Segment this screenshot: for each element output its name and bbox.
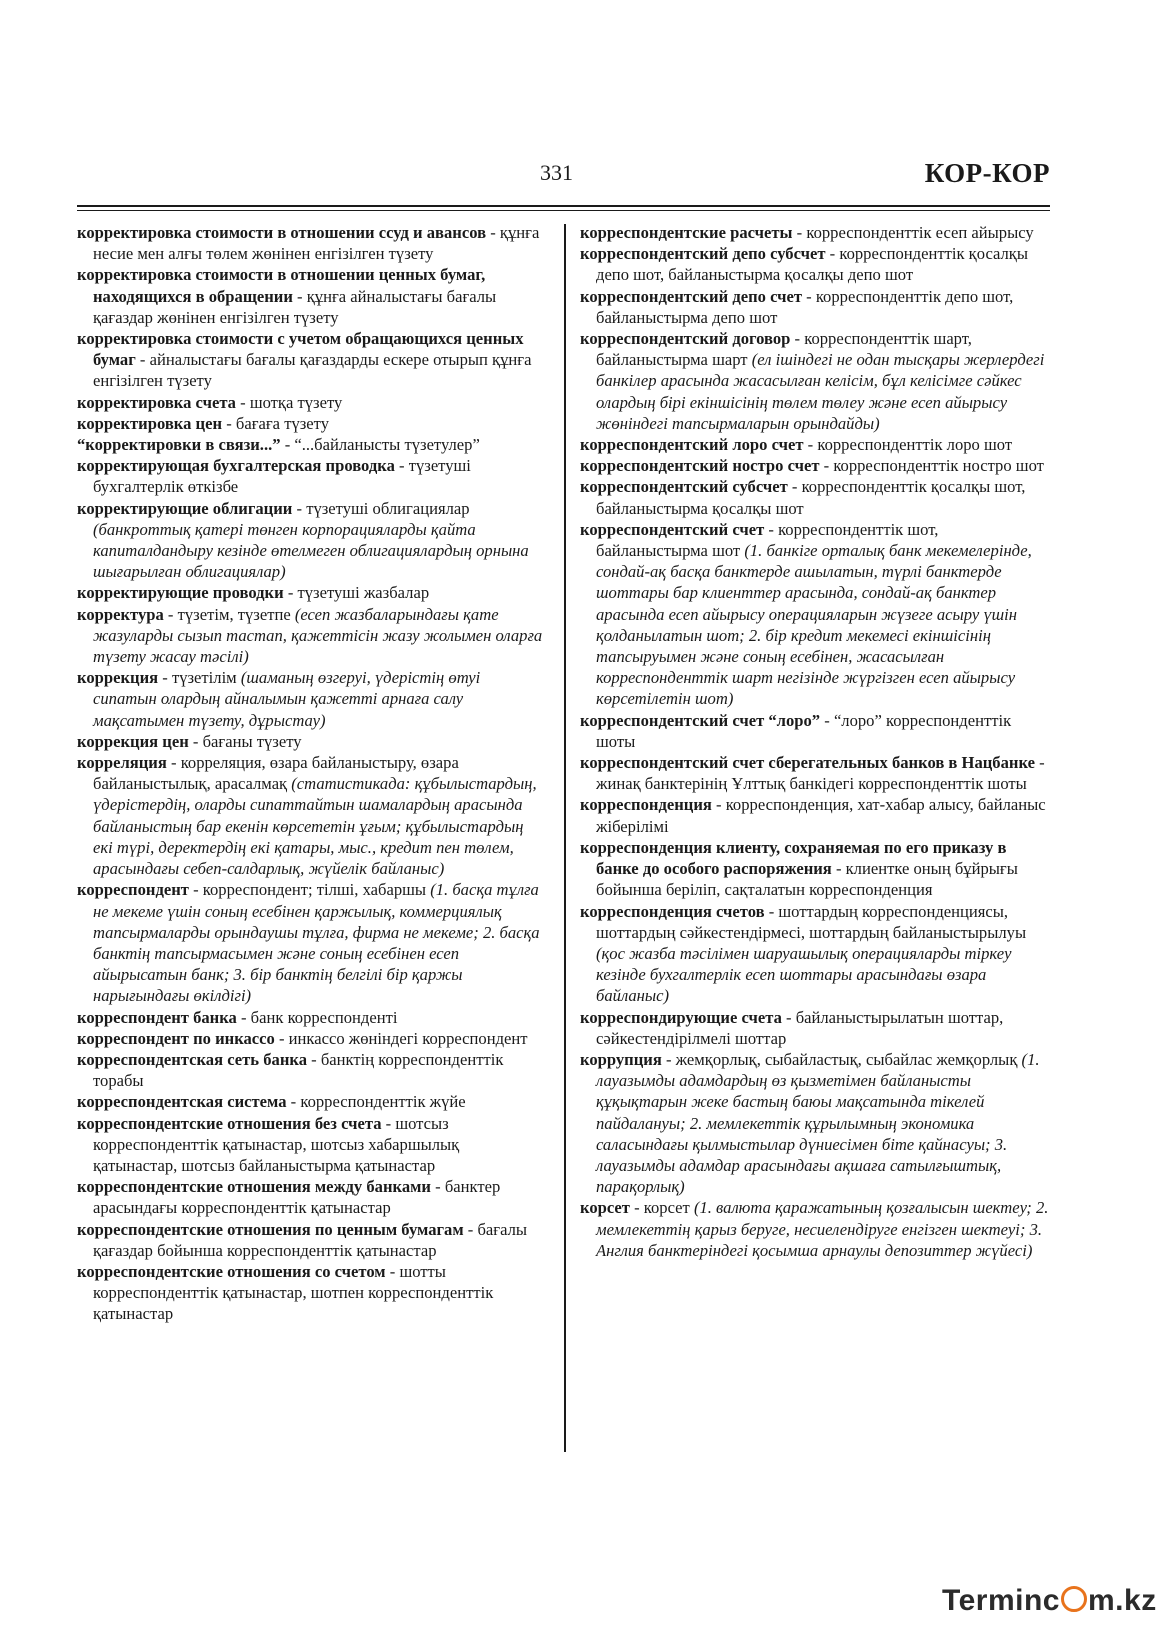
entry-term: корреспондирующие счета — [580, 1007, 782, 1027]
entry-term: корреспондентский счет “лоро” — [580, 710, 821, 730]
entry-definition: шоттардың корреспонденциясы, шоттардың сәйкестендірмесі, шоттардың байланыстырылуы — [596, 901, 1027, 942]
dictionary-entry — [580, 1197, 1052, 1261]
entry-term: корреспонденция счетов — [580, 901, 765, 921]
entry-separator: - — [236, 1007, 251, 1027]
dictionary-entry — [580, 1007, 1052, 1049]
dictionary-entry — [580, 901, 1052, 1007]
entry-term: корреспонденция клиенту, сохраняемая по его приказу в банке до особого распоряжения — [580, 837, 1007, 879]
dictionary-entry — [77, 392, 547, 413]
dictionary-entry — [580, 476, 1052, 518]
entry-term: корреспондентская система — [77, 1092, 287, 1112]
entry-term: корреспондент банка — [77, 1007, 237, 1027]
dictionary-entry — [77, 498, 547, 583]
dictionary-entry — [77, 731, 547, 752]
entry-term: корреспондентские расчеты — [580, 223, 793, 242]
dictionary-entry — [77, 752, 547, 879]
entry-term: корреспондент — [77, 880, 189, 900]
dictionary-entry — [77, 413, 547, 434]
entry-term: корреспондентские отношения по ценным бумагам — [77, 1219, 464, 1239]
dictionary-entry — [580, 434, 1052, 455]
entry-note: (1. лауазымды адамдардың өз қызметімен байланысты құқықтарын жеке бастың баюы мақсатында тікелей пайдалануы; 2. мемлекеттік құрылымның экономика саласындағы қылмыстылар дүниесімен біте қайнасуы; 3. лауазымды адамдар арасындағы ақшаға сатылғыштық, парақорлық) — [596, 1049, 1040, 1197]
running-head: КОР-КОР — [924, 158, 1050, 188]
dictionary-entry — [77, 1113, 547, 1177]
entry-definition: жинақ банктерінің Ұлттық банкідегі корреспонденттік шоты — [596, 774, 1027, 794]
entry-definition: жемқорлық, сыбайластық, сыбайлас жемқорлық — [675, 1049, 1018, 1069]
entry-definition: банк корреспонденті — [250, 1007, 398, 1027]
entry-note: (ел ішіндегі не одан тысқары жерлердегі банкілер арасында жасасылған келісім, бұл келісімге сәйкес олардың бірі екіншісінің төлем төлеу және есеп айырысу жөніндегі тапсырмаларын орындайды) — [596, 350, 1045, 433]
entry-term: корреляция — [77, 753, 167, 773]
entry-separator: - — [188, 731, 203, 751]
dictionary-entry — [77, 879, 547, 1006]
entry-definition: банктер арасындағы корреспонденттік қатынастар — [93, 1177, 501, 1218]
entry-separator: - — [781, 1007, 796, 1027]
entry-separator: - — [825, 244, 840, 264]
dictionary-entry — [580, 455, 1052, 476]
entry-term: корректирующая бухгалтерская проводка — [77, 456, 395, 476]
dictionary-entry — [77, 1261, 547, 1325]
entry-term: корреспондентские отношения со счетом — [77, 1261, 386, 1281]
entry-term: корсет — [580, 1198, 630, 1218]
entry-separator: - — [158, 668, 172, 688]
entry-definition: бағаға түзету — [235, 413, 329, 433]
right-column — [580, 222, 1052, 1261]
dictionary-entry — [77, 328, 547, 392]
dictionary-entry — [77, 582, 547, 603]
entry-definition: корреспонденттік депо шот, байланыстырма депо шот — [596, 286, 1014, 327]
entry-term: корректировка цен — [77, 413, 223, 433]
entry-separator: - — [764, 901, 779, 921]
dictionary-entry — [580, 794, 1052, 836]
entry-separator: - — [787, 477, 802, 497]
dictionary-entry — [77, 1028, 547, 1049]
dictionary-entry — [77, 222, 547, 264]
entry-definition: құнға несие мен алғы төлем жөнінен енгізілген түзету — [93, 223, 540, 264]
dictionary-entry — [77, 604, 547, 668]
entry-definition: банктің корреспонденттік торабы — [93, 1049, 504, 1091]
entry-definition: түзетім, түзетпе — [177, 604, 291, 624]
entry-separator: - — [486, 223, 500, 242]
column-divider — [564, 224, 566, 1452]
entry-definition: шотсыз корреспонденттік қатынастар, шотсыз хабаршылық қатынастар, шотсыз байланыстырма қатынастар — [93, 1113, 460, 1175]
entry-definition: түзетілім — [171, 668, 237, 688]
dictionary-entry — [77, 1049, 547, 1091]
entry-term: “корректировки в связи...” — [77, 435, 281, 455]
dictionary-entry — [580, 328, 1052, 434]
dictionary-entry — [77, 434, 547, 455]
entry-separator: - — [711, 795, 726, 815]
dictionary-entry — [580, 710, 1052, 752]
header-rule — [77, 205, 1050, 207]
entry-definition: байланыстырылатын шоттар, сәйкестендірілмелі шоттар — [596, 1007, 1004, 1048]
entry-definition: инкассо жөніндегі корреспондент — [288, 1028, 528, 1048]
page-number: 331 — [540, 160, 573, 185]
entry-note: (банкроттық қатері төнген корпорацияларды қайта капиталдандыру кезінде өтелмеген облигациялардың орнына шығарылған облигациялар) — [93, 519, 529, 582]
entry-definition: түзетуші облигациялар — [306, 498, 470, 518]
entry-separator: - — [803, 435, 818, 455]
entry-separator: - — [292, 498, 307, 518]
entry-definition: корреспонденттік шарт, байланыстырма шарт — [596, 329, 972, 370]
header-rule-thin — [77, 210, 1050, 211]
entry-separator: - — [135, 350, 150, 370]
entry-definition: корреспонденттік қосалқы депо шот, байланыстырма қосалқы депо шот — [596, 244, 1029, 285]
entry-separator: - — [274, 1028, 289, 1048]
left-column — [77, 222, 547, 1325]
entry-separator: - — [431, 1177, 445, 1197]
entry-term: коррупция — [580, 1049, 662, 1069]
entry-term: корреспондентский депо счет — [580, 286, 802, 306]
entry-note: (1. басқа тұлға не мекеме үшін соның есебінен қаржылық, коммерциялық тапсырмаларды орындаушы тұлға, фирма не мекеме; 2. басқа банктің тапсырмасымен және соның есебінен есеп айырысатын банк; 3. бір банктің белгілі бір қаржы нарығындағы өкілдігі) — [93, 880, 540, 1006]
entry-separator: - — [764, 519, 779, 539]
entry-term: корреспондентский счет — [580, 519, 765, 539]
entry-term: корреспондентская сеть банка — [77, 1049, 307, 1069]
entry-definition: айналыстағы бағалы қағаздарды ескере отырып құнға енгізілген түзету — [93, 350, 532, 391]
entry-note: (қос жазба тәсілімен шаруашылық операцияларды тіркеу кезінде бухгалтерлік есеп шоттары арасындағы өзара байланыс) — [596, 943, 1012, 1006]
entry-definition: бағаны түзету — [202, 731, 302, 751]
entry-term: корреспондентский лоро счет — [580, 435, 804, 455]
entry-definition: корреспонденттік есеп айырысу — [806, 223, 1034, 242]
entry-separator: - — [163, 604, 178, 624]
entry-definition: клиентке оның бұйрығы бойынша беріліп, сақталатын корреспонденция — [596, 859, 1018, 900]
entry-note: (есеп жазбаларындағы қате жазуларды сызып тастап, қажеттісін жазу жолымен оларға түзету жасау тәсілі) — [93, 604, 543, 667]
dictionary-entry — [77, 1091, 547, 1112]
entry-term: корреспондентские отношения между банками — [77, 1177, 431, 1197]
dictionary-entry — [580, 243, 1052, 285]
entry-note: (1. банкіге орталық банк мекемелерінде, сондай-ақ басқа банктерде ашылатын, түрлі банктерде шоттары бар клиенттер арасында, сондай-ақ банктер арасында есеп айырысу операцияларын жүзеге асыру үшін қолданылатын шот; 2. бір кредит мекемесі екіншісінің тапсыруымен және соның есебінен, жасасылған корреспонденттік шарт негізінде жүргізген есеп айырысу көрсетілетін шот) — [596, 541, 1032, 709]
entry-definition: корсет — [643, 1198, 690, 1218]
entry-note: (шаманың өзгеруі, үдерістің өтуі сипатын олардың айналымын қажетті арнаға салу мақсатымен түзету, дұрыстау) — [93, 668, 481, 730]
dictionary-entry — [580, 837, 1052, 901]
entry-term: корреспондентский депо субсчет — [580, 244, 826, 264]
entry-definition: корреспонденция, хат-хабар алысу, байланыс жіберілімі — [596, 795, 1046, 836]
entry-definition: корреляция, өзара байланыстыру, өзара байланыстылық, арасалмақ — [93, 753, 459, 794]
entry-definition: түзетуші жазбалар — [297, 583, 430, 603]
logo-ring-icon — [1061, 1586, 1087, 1612]
entry-separator: - — [385, 1261, 400, 1281]
entry-term: корректирующие облигации — [77, 498, 293, 518]
entry-separator: - — [286, 1092, 301, 1112]
entry-separator: - — [283, 583, 298, 603]
dictionary-entry — [580, 519, 1052, 710]
entry-separator: - — [831, 859, 846, 879]
dictionary-entry — [580, 222, 1052, 243]
entry-separator: - — [166, 753, 181, 773]
dictionary-entry — [77, 1176, 547, 1218]
entry-separator: - — [188, 880, 203, 900]
dictionary-entry — [77, 264, 547, 328]
entry-term: корреспондент по инкассо — [77, 1028, 275, 1048]
entry-term: корреспондентский субсчет — [580, 477, 788, 497]
entry-definition: корреспонденттік жүйе — [300, 1092, 466, 1112]
entry-definition: корреспондент; тілші, хабаршы — [202, 880, 427, 900]
entry-definition: “...байланысты түзетулер” — [294, 435, 480, 455]
entry-term: коррекция — [77, 668, 159, 688]
termincom-logo: Terminc m.kz — [942, 1584, 1157, 1617]
entry-term: корректура — [77, 604, 164, 624]
entry-separator: - — [790, 329, 805, 349]
dictionary-entry — [580, 752, 1052, 794]
entry-term: корреспондентские отношения без счета — [77, 1113, 382, 1133]
entry-separator: - — [307, 1049, 321, 1069]
entry-term: корреспондентский договор — [580, 329, 791, 349]
entry-term: коррекция цен — [77, 731, 189, 751]
dictionary-entry — [77, 667, 547, 731]
entry-separator: - — [235, 392, 250, 412]
entry-separator: - — [629, 1198, 644, 1218]
entry-separator: - — [661, 1049, 676, 1069]
entry-definition: құнға айналыстағы бағалы қағаздар жөнінен енгізілген түзету — [93, 286, 497, 327]
entry-term: корректировка стоимости с учетом обращающихся ценных бумаг — [77, 329, 524, 370]
entry-separator: - — [802, 286, 816, 306]
entry-separator: - — [222, 413, 236, 433]
dictionary-entry — [77, 455, 547, 497]
entry-separator: - — [820, 710, 834, 730]
entry-definition: корреспонденттік шот, байланыстырма шот — [596, 519, 939, 561]
dictionary-entry — [77, 1007, 547, 1028]
entry-separator: - — [381, 1113, 396, 1133]
entry-separator: - — [280, 435, 295, 455]
entry-definition: шотқа түзету — [249, 392, 343, 412]
entry-term: корреспондентский ностро счет — [580, 456, 820, 476]
entry-separator: - — [394, 456, 409, 476]
entry-definition: түзетуші бухгалтерлік өткізбе — [93, 456, 471, 497]
entry-separator: - — [292, 286, 307, 306]
entry-term: корректировка счета — [77, 392, 236, 412]
entry-definition: “лоро” корреспонденттік шоты — [596, 710, 1012, 751]
entry-definition: корреспонденттік қосалқы шот, байланыстырма қосалқы шот — [596, 477, 1026, 518]
entry-term: корректирующие проводки — [77, 583, 284, 603]
entry-term: корректировка стоимости в отношении ценных бумаг, находящихся в обращении — [77, 265, 486, 306]
dictionary-entry — [580, 286, 1052, 328]
entry-separator: - — [1034, 753, 1045, 773]
entry-separator: - — [792, 223, 807, 242]
entry-term: корреспонденция — [580, 795, 712, 815]
entry-separator: - — [819, 456, 834, 476]
dictionary-entry — [77, 1219, 547, 1261]
entry-note: (1. валюта қаражатының қозғалысын шектеу; 2. мемлекеттің қарыз беруге, несиелендіруге енгізген шектеуі; 3. Англия банктеріндегі қосымша арнаулы депозиттер жүйесі) — [596, 1198, 1049, 1260]
dictionary-entry — [580, 1049, 1052, 1197]
entry-term: корректировка стоимости в отношении ссуд и авансов — [77, 223, 487, 242]
entry-definition: бағалы қағаздар бойынша корреспонденттік қатынастар — [93, 1219, 528, 1260]
entry-note: (статистикада: құбылыстардың, үдерістердің, оларды сипаттайтын шамалардың арасында байланыстың бар екенін көрсететін ұғым; құбылыстардың екі түрі, деректердің екі қатары, мыс., кредит пен төлем, арасындағы себеп-салдарлық, жүйелік байланыс) — [93, 774, 537, 879]
entry-definition: шотты корреспонденттік қатынастар, шотпен корреспонденттік қатынастар — [93, 1261, 494, 1324]
entry-term: корреспондентский счет сберегательных банков в Нацбанке — [580, 753, 1035, 773]
entry-definition: корреспонденттік лоро шот — [817, 435, 1013, 455]
entry-separator: - — [463, 1219, 478, 1239]
entry-definition: корреспонденттік ностро шот — [833, 456, 1044, 476]
